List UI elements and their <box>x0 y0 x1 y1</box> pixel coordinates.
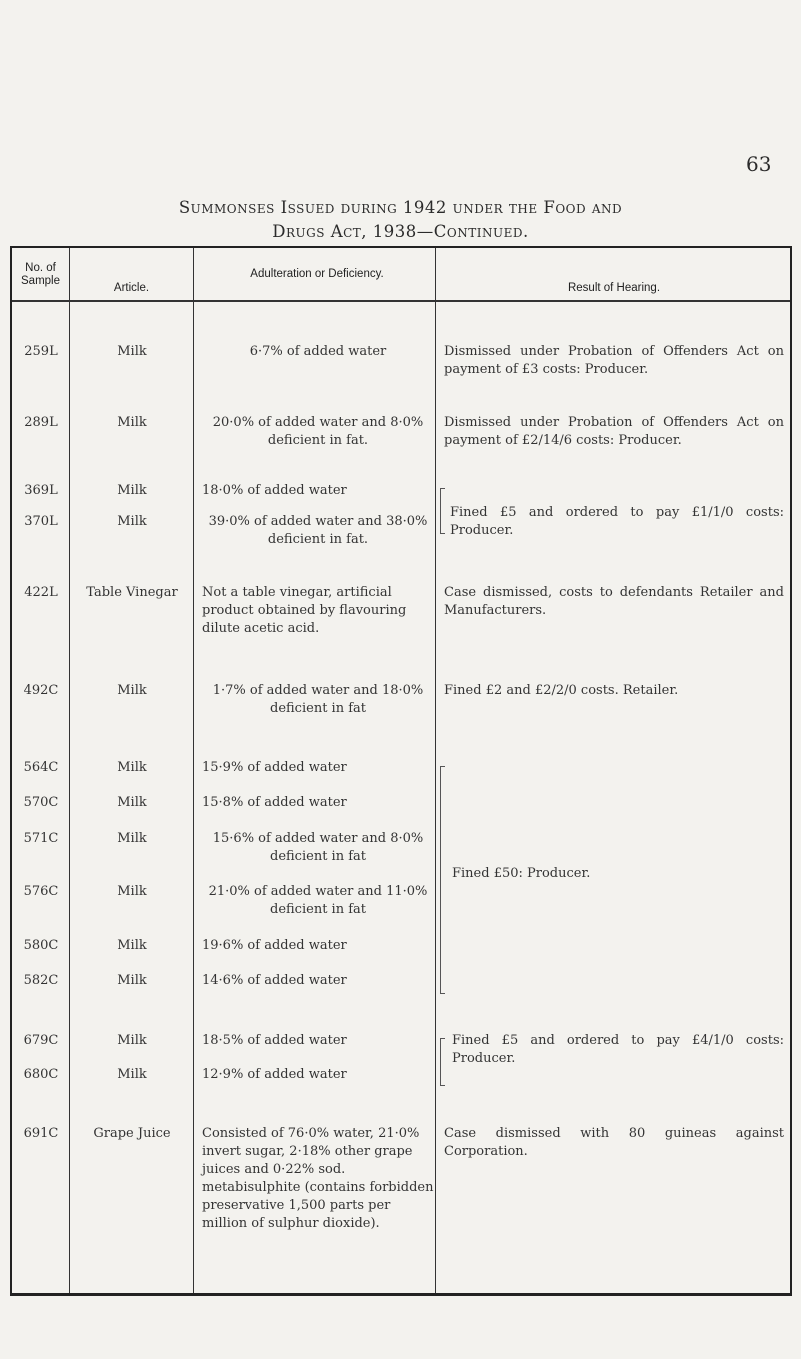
adulteration: 14·6% of added water <box>202 973 347 988</box>
article: Milk <box>117 1067 147 1082</box>
article: Milk <box>117 938 147 953</box>
adulteration: 39·0% of added water and 38·0% deficient in fat. <box>208 514 428 547</box>
article: Milk <box>117 831 147 846</box>
article: Table Vinegar <box>86 585 178 600</box>
header-adulteration: Adulteration or Deficiency. <box>250 268 384 280</box>
article: Milk <box>117 760 147 775</box>
header-sample: No. of Sample <box>21 262 60 287</box>
adulteration: 1·7% of added water and 18·0% deficient in fat <box>212 683 424 716</box>
adulteration: 21·0% of added water and 11·0% deficient in fat <box>208 884 428 917</box>
column-divider <box>435 248 436 1293</box>
sample-number: 576C <box>23 884 59 899</box>
sample-number: 580C <box>23 938 59 953</box>
adulteration: 15·6% of added water and 8·0% deficient in fat <box>212 831 424 864</box>
adulteration: 12·9% of added water <box>202 1067 347 1082</box>
article: Milk <box>117 514 147 529</box>
brace <box>440 766 445 994</box>
adulteration: 18·0% of added water <box>202 483 347 498</box>
article: Milk <box>117 415 147 430</box>
adulteration: Consisted of 76·0% water, 21·0% invert sugar, 2·18% other grape juices and 0·22% sod. metabisulphite (contains forbidden preservative 1,500 parts per million of sulphur dioxide). <box>202 1126 434 1231</box>
result: Case dismissed, costs to defendants Retailer and Manufacturers. <box>444 585 784 618</box>
sample-number: 564C <box>23 760 59 775</box>
sample-number: 571C <box>23 831 59 846</box>
adulteration: 15·9% of added water <box>202 760 347 775</box>
article: Milk <box>117 483 147 498</box>
page-title: Summonses Issued during 1942 under the Food and <box>178 198 623 217</box>
sample-number: 680C <box>23 1067 59 1082</box>
article: Milk <box>117 884 147 899</box>
adulteration: 15·8% of added water <box>202 795 347 810</box>
adulteration: 6·7% of added water <box>249 344 387 359</box>
adulteration: 20·0% of added water and 8·0% deficient in fat. <box>212 415 424 448</box>
result: Case dismissed with 80 guineas against Corporation. <box>444 1126 784 1159</box>
sample-number: 492C <box>23 683 59 698</box>
brace <box>440 488 445 534</box>
summonses-table <box>10 246 792 1296</box>
article: Milk <box>117 1033 147 1048</box>
page-number: 63 <box>746 152 772 176</box>
sample-number: 259L <box>24 344 58 359</box>
sample-number: 289L <box>24 415 58 430</box>
result: Fined £2 and £2/2/0 costs. Retailer. <box>444 683 679 698</box>
sample-number: 570C <box>23 795 59 810</box>
sample-number: 369L <box>24 483 58 498</box>
header-rule <box>12 300 790 302</box>
article: Milk <box>117 344 147 359</box>
article: Grape Juice <box>93 1126 171 1141</box>
sample-number: 582C <box>23 973 59 988</box>
page-subtitle: Drugs Act, 1938—Continued. <box>272 222 529 241</box>
sample-number: 679C <box>23 1033 59 1048</box>
result: Dismissed under Probation of Offenders Act on payment of £2/14/6 costs: Producer. <box>444 415 784 448</box>
result: Dismissed under Probation of Offenders Act on payment of £3 costs: Producer. <box>444 344 784 377</box>
article: Milk <box>117 973 147 988</box>
result: Fined £5 and ordered to pay £4/1/0 costs: Producer. <box>452 1033 784 1066</box>
result: Fined £5 and ordered to pay £1/1/0 costs: Producer. <box>450 505 784 538</box>
article: Milk <box>117 795 147 810</box>
header-article: Article. <box>113 282 150 294</box>
adulteration: 19·6% of added water <box>202 938 347 953</box>
sample-number: 691C <box>23 1126 59 1141</box>
article: Milk <box>117 683 147 698</box>
adulteration: Not a table vinegar, artificial product obtained by flavouring dilute acetic acid. <box>202 585 407 636</box>
adulteration: 18·5% of added water <box>202 1033 347 1048</box>
sample-number: 370L <box>24 514 58 529</box>
sample-number: 422L <box>24 585 58 600</box>
result: Fined £50: Producer. <box>452 866 591 881</box>
brace <box>440 1038 445 1086</box>
header-result: Result of Hearing. <box>567 282 661 294</box>
